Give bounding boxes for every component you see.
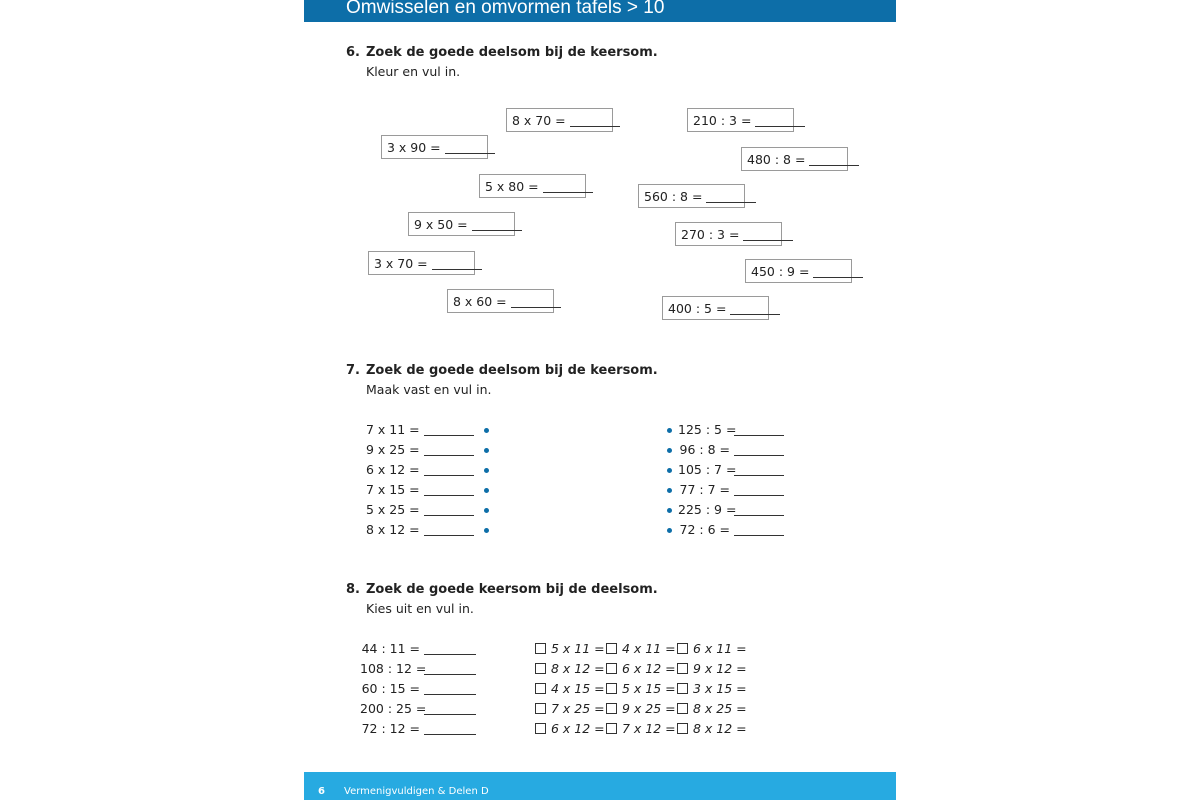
header-bar	[304, 0, 896, 22]
division-row	[360, 680, 476, 698]
exercise-number: 6.	[346, 45, 360, 60]
answer-blank[interactable]	[424, 525, 474, 536]
match-item-right	[667, 421, 784, 439]
connect-dot[interactable]	[484, 468, 489, 473]
option-choice[interactable]	[606, 720, 676, 738]
sum-text: 450 : 9 =	[751, 264, 810, 279]
multiplication-box[interactable]	[506, 108, 613, 132]
option-checkbox[interactable]	[535, 663, 546, 674]
multiplication-box[interactable]	[381, 135, 488, 159]
option-choice[interactable]	[677, 640, 747, 658]
option-checkbox[interactable]	[535, 703, 546, 714]
sum-text: 210 : 3 =	[693, 113, 752, 128]
option-text: 4 x 15 =	[551, 681, 605, 696]
exercise-question: Zoek de goede keersom bij de deelsom.	[366, 582, 658, 597]
exercise-number: 8.	[346, 582, 360, 597]
match-item-left	[366, 501, 489, 519]
option-text: 5 x 15 =	[622, 681, 676, 696]
option-checkbox[interactable]	[606, 723, 617, 734]
sum-text: 560 : 8 =	[644, 189, 703, 204]
answer-blank[interactable]	[424, 704, 476, 715]
book-title: Vermenigvuldigen & Delen D	[344, 786, 489, 797]
connect-dot[interactable]	[667, 428, 672, 433]
option-checkbox[interactable]	[606, 703, 617, 714]
match-item-left	[366, 461, 489, 479]
page-number: 6	[318, 786, 325, 797]
answer-blank[interactable]	[424, 505, 474, 516]
option-choice[interactable]	[677, 700, 747, 718]
option-checkbox[interactable]	[606, 643, 617, 654]
connect-dot[interactable]	[484, 488, 489, 493]
answer-blank[interactable]	[543, 182, 593, 193]
option-choice[interactable]	[677, 660, 747, 678]
answer-blank[interactable]	[743, 230, 793, 241]
division-box[interactable]	[662, 296, 769, 320]
answer-blank[interactable]	[706, 192, 756, 203]
answer-blank[interactable]	[472, 220, 522, 231]
option-choice[interactable]	[677, 720, 747, 738]
option-checkbox[interactable]	[606, 663, 617, 674]
sum-text: 480 : 8 =	[747, 152, 806, 167]
footer-bar	[304, 772, 896, 800]
option-choice[interactable]	[535, 640, 605, 658]
division-box[interactable]	[741, 147, 848, 171]
option-text: 7 x 25 =	[551, 701, 605, 716]
connect-dot[interactable]	[484, 428, 489, 433]
connect-dot[interactable]	[667, 508, 672, 513]
multiplication-box[interactable]	[479, 174, 586, 198]
answer-blank[interactable]	[424, 684, 476, 695]
exercise-number: 7.	[346, 363, 360, 378]
sum-text: 225 : 9 =	[678, 502, 737, 517]
sum-text: 96 : 8 =	[679, 442, 730, 457]
answer-blank[interactable]	[432, 259, 482, 270]
answer-blank[interactable]	[511, 297, 561, 308]
connect-dot[interactable]	[484, 448, 489, 453]
page-title: Omwisselen en omvormen tafels > 10	[346, 0, 665, 18]
sum-text: 105 : 7 =	[678, 462, 737, 477]
sum-text: 44 : 11 =	[361, 641, 420, 656]
option-choice[interactable]	[606, 680, 676, 698]
connect-dot[interactable]	[667, 468, 672, 473]
sum-text: 9 x 25 =	[366, 442, 420, 457]
sum-text: 7 x 11 =	[366, 422, 420, 437]
connect-dot[interactable]	[484, 528, 489, 533]
option-choice[interactable]	[535, 660, 605, 678]
answer-blank[interactable]	[734, 445, 784, 456]
connect-dot[interactable]	[484, 508, 489, 513]
answer-blank[interactable]	[730, 304, 780, 315]
match-item-right	[667, 501, 784, 519]
answer-blank[interactable]	[445, 143, 495, 154]
worksheet-page	[304, 0, 896, 800]
option-text: 8 x 12 =	[693, 721, 747, 736]
division-box[interactable]	[745, 259, 852, 283]
sum-text: 3 x 90 =	[387, 140, 441, 155]
sum-text: 200 : 25 =	[360, 701, 427, 716]
option-text: 9 x 25 =	[622, 701, 676, 716]
option-choice[interactable]	[677, 680, 747, 698]
option-text: 8 x 25 =	[693, 701, 747, 716]
option-choice[interactable]	[606, 660, 676, 678]
option-text: 8 x 12 =	[551, 661, 605, 676]
multiplication-box[interactable]	[447, 289, 554, 313]
multiplication-box[interactable]	[408, 212, 515, 236]
sum-text: 5 x 80 =	[485, 179, 539, 194]
option-text: 6 x 12 =	[551, 721, 605, 736]
answer-blank[interactable]	[424, 724, 476, 735]
exercise-question: Zoek de goede deelsom bij de keersom.	[366, 45, 658, 60]
answer-blank[interactable]	[570, 116, 620, 127]
exercise-instruction: Maak vast en vul in.	[366, 382, 492, 397]
option-checkbox[interactable]	[535, 683, 546, 694]
division-box[interactable]	[675, 222, 782, 246]
division-row	[360, 700, 476, 718]
option-choice[interactable]	[535, 680, 605, 698]
answer-blank[interactable]	[755, 116, 805, 127]
answer-blank[interactable]	[813, 267, 863, 278]
option-text: 5 x 11 =	[551, 641, 605, 656]
match-item-right	[667, 461, 784, 479]
sum-text: 400 : 5 =	[668, 301, 727, 316]
connect-dot[interactable]	[667, 528, 672, 533]
option-text: 4 x 11 =	[622, 641, 676, 656]
option-checkbox[interactable]	[677, 703, 688, 714]
answer-blank[interactable]	[734, 525, 784, 536]
option-text: 3 x 15 =	[693, 681, 747, 696]
option-checkbox[interactable]	[535, 643, 546, 654]
match-item-left	[366, 441, 489, 459]
sum-text: 108 : 12 =	[360, 661, 427, 676]
answer-blank[interactable]	[424, 465, 474, 476]
answer-blank[interactable]	[424, 425, 474, 436]
sum-text: 72 : 6 =	[679, 522, 730, 537]
multiplication-box[interactable]	[368, 251, 475, 275]
sum-text: 8 x 60 =	[453, 294, 507, 309]
answer-blank[interactable]	[424, 445, 474, 456]
sum-text: 5 x 25 =	[366, 502, 420, 517]
sum-text: 77 : 7 =	[679, 482, 730, 497]
match-item-right	[667, 481, 784, 499]
answer-blank[interactable]	[424, 664, 476, 675]
match-item-left	[366, 481, 489, 499]
answer-blank[interactable]	[734, 465, 784, 476]
option-choice[interactable]	[606, 640, 676, 658]
sum-text: 7 x 15 =	[366, 482, 420, 497]
option-checkbox[interactable]	[535, 723, 546, 734]
answer-blank[interactable]	[734, 485, 784, 496]
answer-blank[interactable]	[809, 155, 859, 166]
option-text: 6 x 12 =	[622, 661, 676, 676]
exercise-instruction: Kies uit en vul in.	[366, 601, 474, 616]
option-choice[interactable]	[606, 700, 676, 718]
sum-text: 9 x 50 =	[414, 217, 468, 232]
division-box[interactable]	[638, 184, 745, 208]
option-choice[interactable]	[535, 720, 605, 738]
connect-dot[interactable]	[667, 488, 672, 493]
connect-dot[interactable]	[667, 448, 672, 453]
sum-text: 270 : 3 =	[681, 227, 740, 242]
match-item-right	[667, 441, 784, 459]
answer-blank[interactable]	[734, 425, 784, 436]
exercise-question: Zoek de goede deelsom bij de keersom.	[366, 363, 658, 378]
answer-blank[interactable]	[424, 644, 476, 655]
option-checkbox[interactable]	[677, 663, 688, 674]
match-item-left	[366, 421, 489, 439]
division-row	[360, 640, 476, 658]
match-item-left	[366, 521, 489, 539]
option-checkbox[interactable]	[677, 643, 688, 654]
option-checkbox[interactable]	[677, 683, 688, 694]
sum-text: 3 x 70 =	[374, 256, 428, 271]
option-checkbox[interactable]	[677, 723, 688, 734]
sum-text: 6 x 12 =	[366, 462, 420, 477]
sum-text: 60 : 15 =	[361, 681, 420, 696]
answer-blank[interactable]	[734, 505, 784, 516]
option-text: 6 x 11 =	[693, 641, 747, 656]
option-choice[interactable]	[535, 700, 605, 718]
option-text: 7 x 12 =	[622, 721, 676, 736]
option-checkbox[interactable]	[606, 683, 617, 694]
sum-text: 8 x 12 =	[366, 522, 420, 537]
sum-text: 72 : 12 =	[361, 721, 420, 736]
sum-text: 125 : 5 =	[678, 422, 737, 437]
division-row	[360, 660, 476, 678]
sum-text: 8 x 70 =	[512, 113, 566, 128]
answer-blank[interactable]	[424, 485, 474, 496]
option-text: 9 x 12 =	[693, 661, 747, 676]
division-row	[360, 720, 476, 738]
division-box[interactable]	[687, 108, 794, 132]
match-item-right	[667, 521, 784, 539]
exercise-instruction: Kleur en vul in.	[366, 64, 461, 79]
